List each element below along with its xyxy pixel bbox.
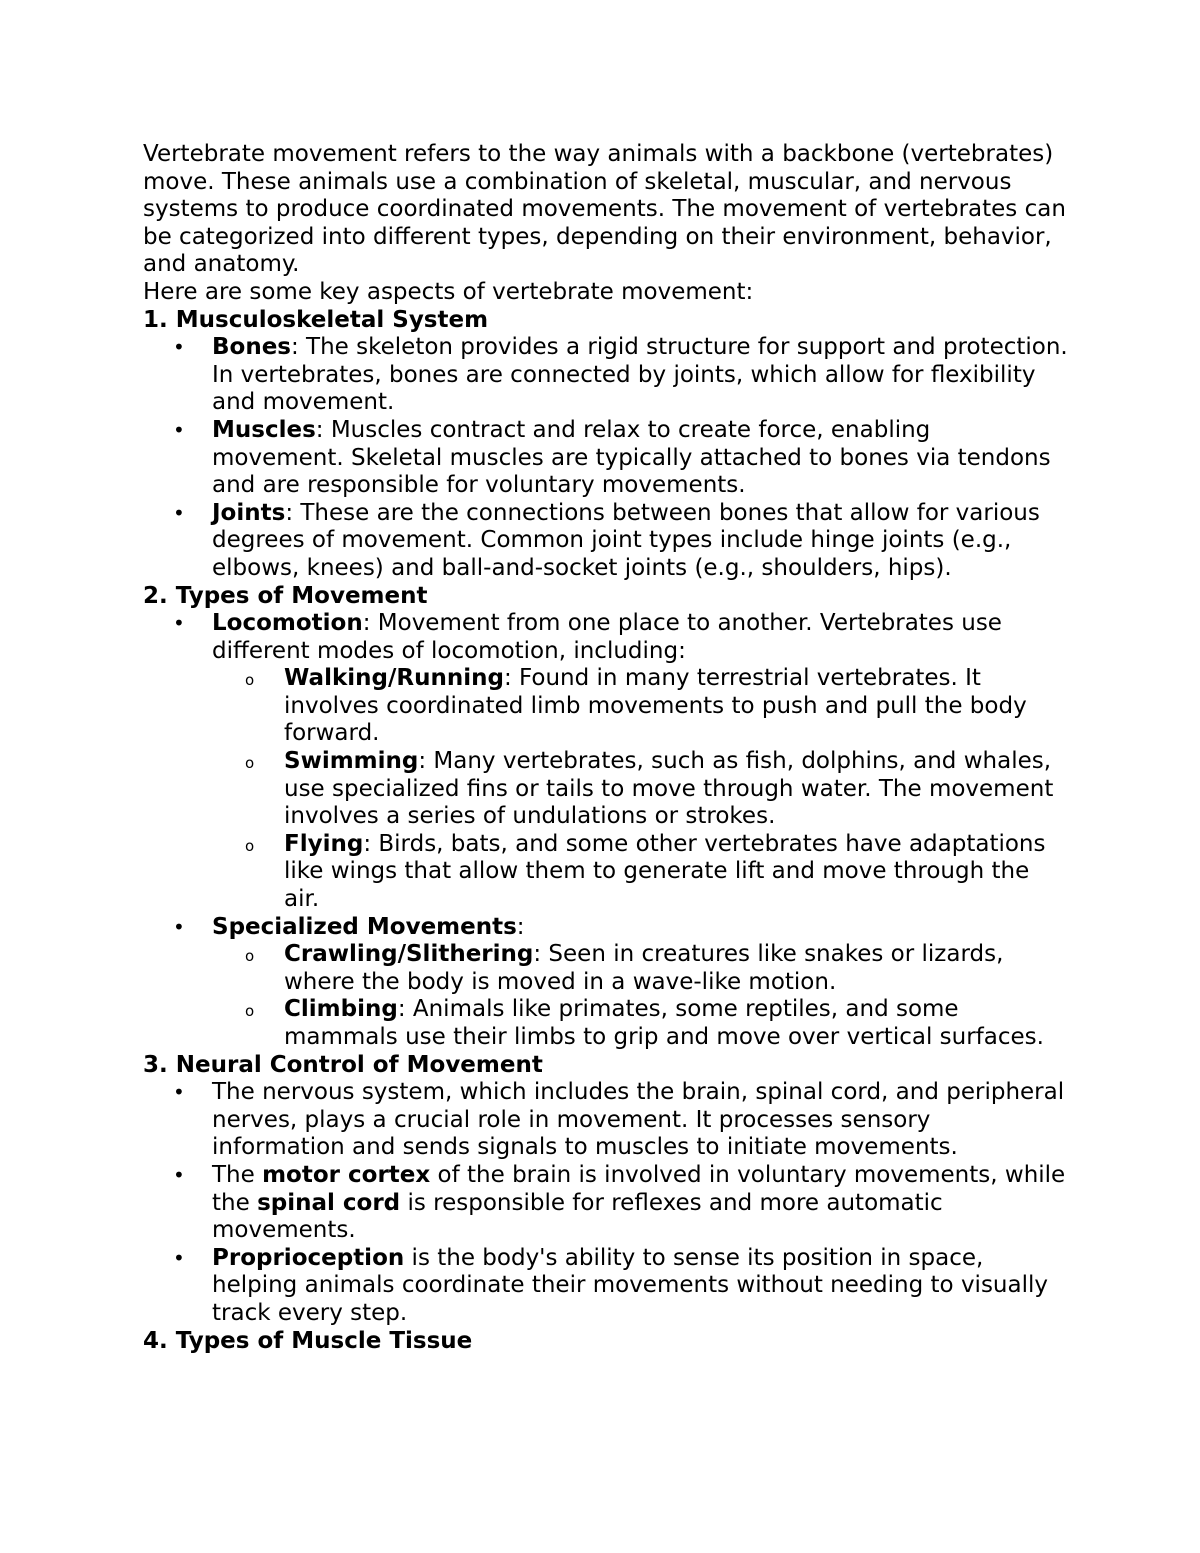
term-crawling-slithering: Crawling/Slithering bbox=[284, 941, 534, 968]
specialized-movements-list bbox=[143, 914, 1068, 942]
list-item bbox=[143, 334, 1068, 417]
list-item bbox=[143, 914, 1068, 942]
list-item bbox=[143, 1245, 1068, 1328]
locomotion-sublist bbox=[143, 665, 1068, 913]
term-locomotion: Locomotion bbox=[212, 610, 363, 637]
item-text: The nervous system, which includes the brain, spinal cord, and peripheral nerves, plays a crucial role in movement. It processes sensory information and sends signals to muscles to initiate movements. bbox=[212, 1079, 1065, 1161]
item-text: : These are the connections between bones that allow for various degrees of movement. Common joint types include hinge joints (e.g., elbows, knees) and ball-and-socket joints (e.g., shoulders, hips). bbox=[212, 499, 1040, 581]
intro-paragraph: Vertebrate movement refers to the way animals with a backbone (vertebrates) move. These animals use a combination of skeletal, muscular, and nervous systems to produce coordinated movements. The movement of vertebrates can be categorized into different types, depending on their environment, behavior, and anatomy. bbox=[143, 141, 1066, 278]
item-text: : Movement from one place to another. Vertebrates use different modes of locomotion, including: bbox=[212, 610, 1002, 664]
item-text: is the body's ability to sense its position in space, helping animals coordinate their movements without needing to visually track every step. bbox=[212, 1244, 1048, 1326]
sub-list-item bbox=[143, 831, 1068, 914]
document-page bbox=[143, 141, 1068, 1355]
item-text: : The skeleton provides a rigid structure for support and protection. In vertebrates, bones are connected by joints, which allow for flexibility and movement. bbox=[212, 334, 1068, 416]
term-climbing: Climbing bbox=[284, 996, 398, 1023]
sub-list-item bbox=[143, 996, 1068, 1051]
types-of-movement-list bbox=[143, 610, 1068, 665]
intro-lead: Here are some key aspects of vertebrate movement: bbox=[143, 278, 754, 305]
musculoskeletal-list bbox=[143, 334, 1068, 582]
term-motor-cortex: motor cortex bbox=[262, 1161, 431, 1188]
term-bones: Bones bbox=[212, 334, 291, 361]
list-item bbox=[143, 1079, 1068, 1162]
sub-list-item bbox=[143, 941, 1068, 996]
term-swimming: Swimming bbox=[284, 748, 419, 775]
term-proprioception: Proprioception bbox=[212, 1244, 405, 1271]
specialized-sublist bbox=[143, 941, 1068, 1051]
bullet-icon: • bbox=[173, 1162, 185, 1187]
sub-list-item bbox=[143, 665, 1068, 748]
item-text-mid: of the brain is involved in voluntary movements, while the bbox=[212, 1161, 1066, 1216]
bullet-icon: • bbox=[173, 914, 185, 939]
term-walking-running: Walking/Running bbox=[284, 665, 504, 692]
item-text: : Animals like primates, some reptiles, and some mammals use their limbs to grip and move over vertical surfaces. bbox=[284, 996, 1044, 1050]
item-text: : Muscles contract and relax to create force, enabling movement. Skeletal muscles are typically attached to bones via tendons and are responsible for voluntary movements. bbox=[212, 416, 1051, 499]
item-text: : bbox=[516, 913, 525, 940]
item-text: : Seen in creatures like snakes or lizards, where the body is moved in a wave-like motion. bbox=[284, 941, 1004, 995]
sub-bullet-icon: o bbox=[245, 671, 255, 690]
item-text-post: is responsible for reflexes and more automatic movements. bbox=[212, 1189, 943, 1244]
section-heading-types-of-movement: 2. Types of Movement bbox=[143, 582, 428, 609]
bullet-icon: • bbox=[173, 1080, 185, 1105]
list-item bbox=[143, 417, 1068, 500]
item-text: : Birds, bats, and some other vertebrates have adaptations like wings that allow them to generate lift and move through the air. bbox=[284, 830, 1046, 913]
bullet-icon: • bbox=[173, 417, 185, 442]
term-flying: Flying bbox=[284, 830, 364, 857]
bullet-icon: • bbox=[173, 500, 185, 525]
item-text-pre: The bbox=[212, 1161, 263, 1188]
term-specialized-movements: Specialized Movements bbox=[212, 913, 517, 940]
sub-list-item bbox=[143, 748, 1068, 831]
neural-control-list bbox=[143, 1079, 1068, 1327]
list-item bbox=[143, 500, 1068, 583]
sub-bullet-icon: o bbox=[245, 754, 255, 773]
sub-bullet-icon: o bbox=[245, 1002, 255, 1021]
section-heading-muscle-tissue: 4. Types of Muscle Tissue bbox=[143, 1327, 473, 1354]
item-text: : Found in many terrestrial vertebrates. It involves coordinated limb movements to push and pull the body forward. bbox=[284, 665, 1027, 747]
bullet-icon: • bbox=[173, 335, 185, 360]
term-spinal-cord: spinal cord bbox=[257, 1189, 401, 1216]
section-heading-neural-control: 3. Neural Control of Movement bbox=[143, 1051, 543, 1078]
sub-bullet-icon: o bbox=[245, 836, 255, 855]
sub-bullet-icon: o bbox=[245, 947, 255, 966]
list-item bbox=[143, 610, 1068, 665]
list-item bbox=[143, 1162, 1068, 1245]
section-heading-musculoskeletal: 1. Musculoskeletal System bbox=[143, 306, 489, 333]
term-joints: Joints bbox=[212, 499, 286, 526]
term-muscles: Muscles bbox=[212, 416, 316, 443]
bullet-icon: • bbox=[173, 611, 185, 636]
item-text: : Many vertebrates, such as fish, dolphins, and whales, use specialized fins or tails to move through water. The movement involves a series of undulations or strokes. bbox=[284, 748, 1054, 830]
bullet-icon: • bbox=[173, 1245, 185, 1270]
